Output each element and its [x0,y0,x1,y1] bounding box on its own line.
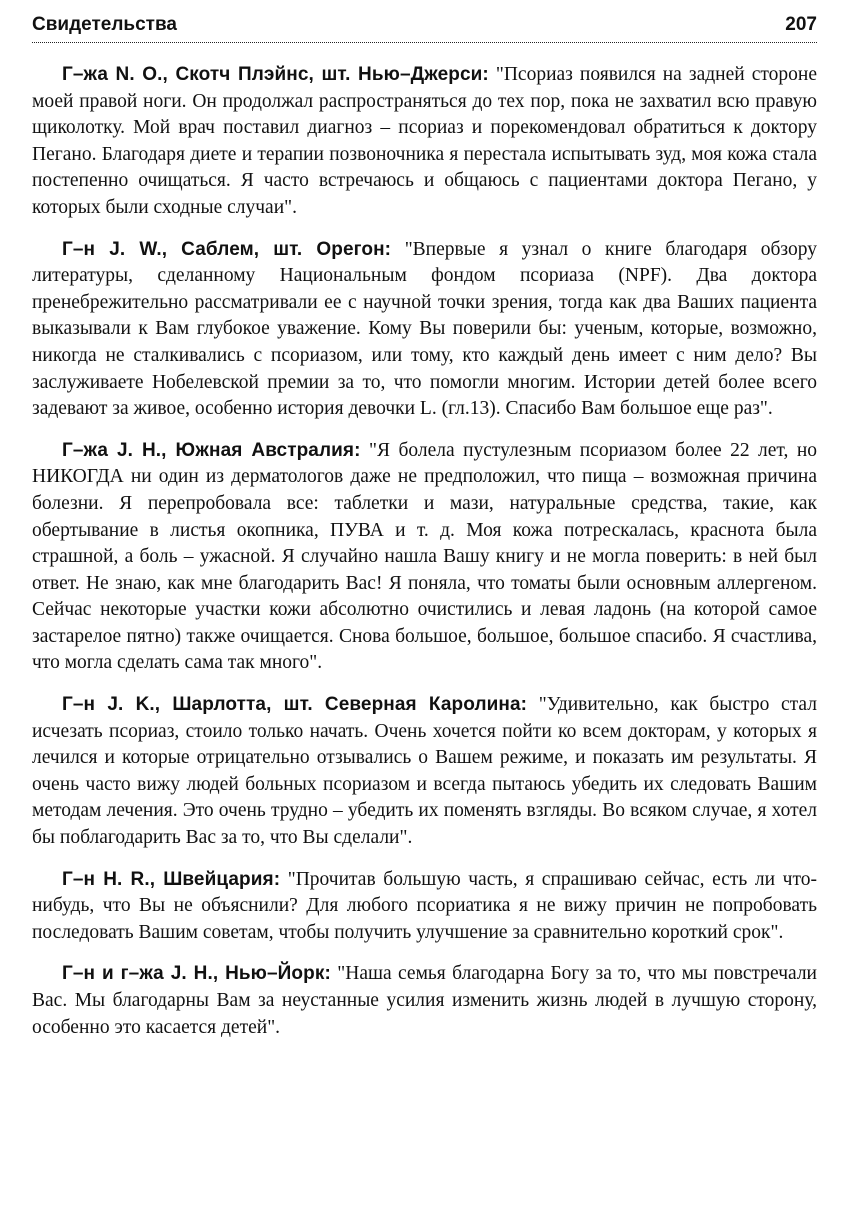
testimonial-paragraph [32,867,817,947]
testimonial-author: Г–н и г–жа J. H., Нью–Йорк: [62,963,331,985]
testimonial-author: Г–жа N. О., Скотч Плэйнс, шт. Нью–Джерси: [62,64,489,85]
testimonial-author: Г–жа J. H., Южная Австралия: [62,439,361,461]
page-number: 207 [785,14,817,35]
testimonial-paragraph [32,237,817,423]
testimonial-author: Г–н J. K., Шарлотта, шт. Северная Каролина: [62,694,528,716]
testimonial-text: "Я болела пустулезным псориазом более 22 лет, но НИКОГДА ни один из дерматологов даже не предположил, что пища – возможная причина болезни. Я перепробовала все: таблетки и мази, натуральные средства, такие, как обертывание в листья окопника, ПУВА и т. д. Моя кожа потрескалась, краснота была страшной, а боль – ужасной. Я случайно нашла Вашу книгу и не могла поверить: в ней был ответ. Не знаю, как мне благодарить Вас! Я поняла, что томаты были основным аллергеном. Сейчас некоторые участки кожи абсолютно очистились и левая ладонь (на которой самое застарелое пятно) также очищается. Снова большое, большое, большое спасибо. Я счастлива, что могла сделать сама так много". [32,439,818,674]
running-header [32,10,817,43]
testimonial-text: "Удивительно, как быстро стал исчезать псориаз, стоило только начать. Очень хочется пойти ко всем докторам, у которых я лечился и которые отрицательно отзывались о Вашем режиме, и показать им результаты. Я очень часто вижу людей больных псориазом и всегда пытаюсь убедить их следовать Вашим методам лечения. Это очень трудно – убедить их поменять взгляды. Во всяком случае, я хотел бы поблагодарить Вас за то, что Вы сделали". [32,694,817,849]
testimonial-paragraph [32,62,817,222]
testimonial-text: "Прочитав большую часть, я спрашиваю сейчас, есть ли что-нибудь, что Вы не объяснили? Для любого псориатика я не вижу причин не попробовать последовать Вашим советам, чтобы получить улучшение за сравнительно короткий срок". [32,868,817,943]
testimonial-author: Г–н H. R., Швейцария: [62,868,281,890]
testimonial-text: "Псориаз появился на задней стороне моей правой ноги. Он продолжал распространяться до тех пор, пока не захватил всю правую щиколотку. Мой врач поставил диагноз – псориаз и порекомендовал обратиться к доктору Пегано. Благодаря диете и терапии позвоночника я перестала испытывать зуд, моя кожа стала постепенно очищаться. Я часто встречаюсь и общаюсь с пациентами доктора Пегано, у которых были сходные случаи". [32,64,817,218]
testimonial-text: "Наша семья благодарна Богу за то, что мы повстречали Вас. Мы благодарны Вам за неустанные усилия изменить жизнь людей в лучшую сторону, особенно это касается детей". [32,963,817,1038]
testimonial-author: Г–н J. W., Саблем, шт. Орегон: [62,238,392,260]
section-title: Свидетельства [32,14,177,35]
testimonial-paragraph [32,692,817,852]
testimonial-paragraph [32,438,817,677]
testimonials-body [32,62,817,1056]
testimonial-text: "Впервые я узнал о книге благодаря обзору литературы, сделанному Национальным фондом псориаза (NPF). Два доктора пренебрежительно рассматривали ее с научной точки зрения, тогда как два Ваших пациента выказывали к Вам глубокое уважение. Кому Вы поверили бы: ученым, которые, возможно, никогда не сталкивались с псориазом, или тому, кто каждый день имеет с ним дело? Вы заслуживаете Нобелевской премии за то, что помогли многим. Истории детей более всего задевают за живое, особенно история девочки L. (гл.13). Спасибо Вам большое еще раз". [32,238,817,420]
testimonial-paragraph [32,961,817,1041]
